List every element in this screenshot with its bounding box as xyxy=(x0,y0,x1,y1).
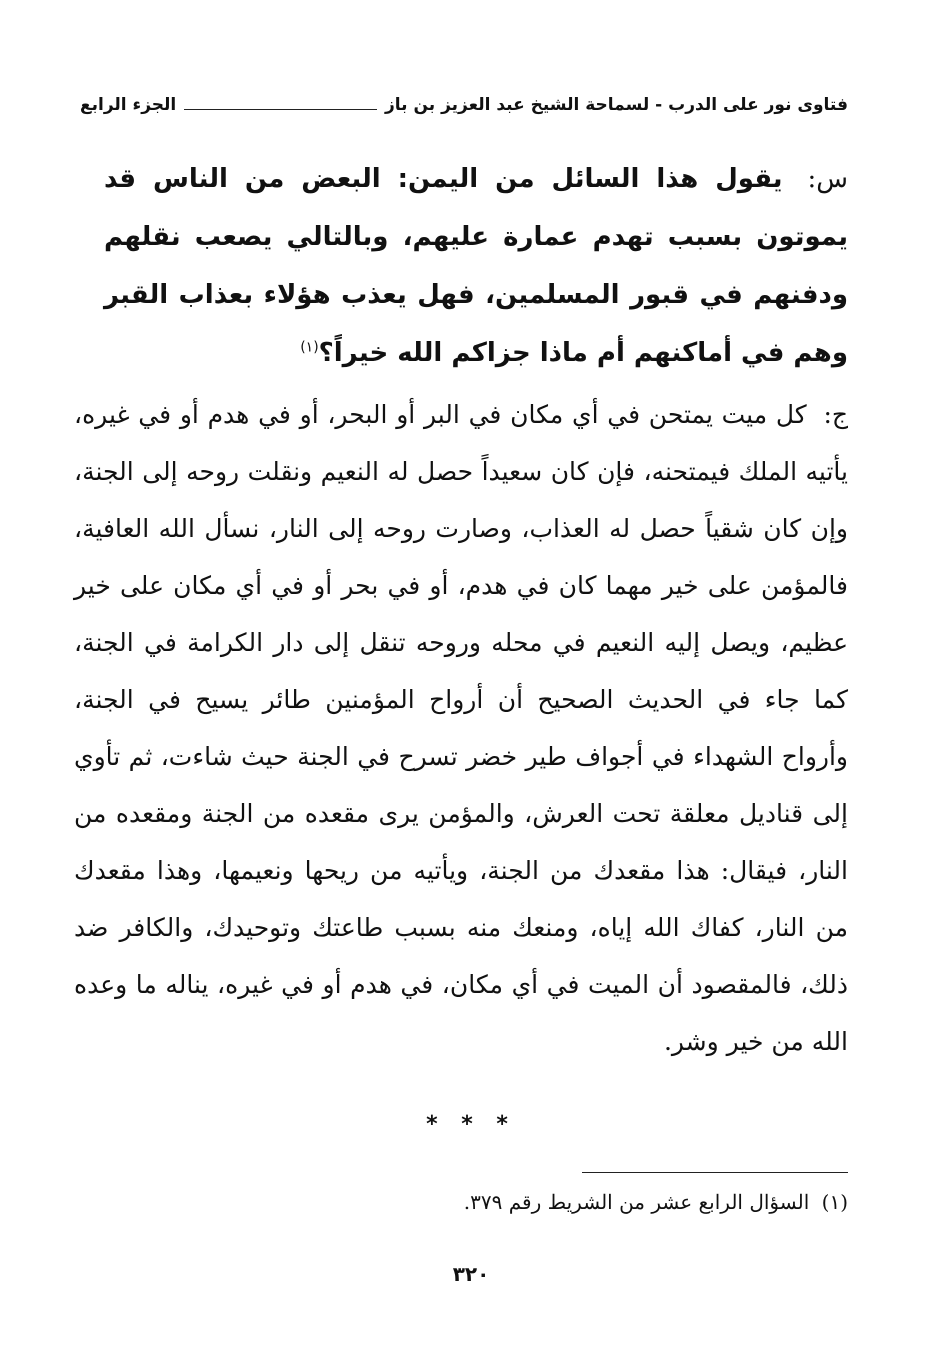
section-divider: * * * xyxy=(426,1112,516,1137)
footnote-text: السؤال الرابع عشر من الشريط رقم ٣٧٩. xyxy=(463,1190,810,1214)
header-rule xyxy=(184,109,377,110)
footnote-number: (١) xyxy=(821,1190,848,1214)
series-title: فتاوى نور على الدرب - لسماحة الشيخ عبد العزيز بن باز xyxy=(385,95,848,115)
answer-marker: ج: xyxy=(823,400,848,429)
answer-text: كل ميت يمتحن في أي مكان في البر أو البحر، أو في هدم أو في غيره، يأتيه الملك فيمتحنه، فإن كان سعيداً حصل له النعيم ونقلت روحه إلى الجنة، وإن كان شقياً حصل له العذاب، وصارت روحه إلى النار، نسأل الله العافية، فالمؤمن على خير مهما كان في هدم، أو في بحر أو في أي مكان على خير عظيم، ويصل إليه النعيم في محله وروحه تنقل إلى دار الكرامة في الجنة، كما جاء في الحديث الصحيح أن أرواح المؤمنين طائر يسيح في الجنة، وأرواح الشهداء في أجواف طير خضر تسرح في الجنة حيث شاءت، ثم تأوي إلى قناديل معلقة تحت العرش، والمؤمن يرى مقعده من الجنة ومقعده من النار، فيقال: هذا مقعدك من الجنة، ويأتيه من ريحها ونعيمها، وهذا مقعدك من النار، كفاك الله إياه، ومنعك منه بسبب طاعتك وتوحيدك، والكافر ضد ذلك، فالمقصود أن الميت في أي مكان، في هدم أو في غيره، يناله ما وعده الله من خير وشر. xyxy=(74,400,848,1056)
footnote-rule xyxy=(582,1172,848,1173)
footnote-reference[interactable]: (١) xyxy=(300,339,319,356)
footnote xyxy=(380,1186,848,1218)
page-number: ٣٢٠ xyxy=(452,1262,490,1286)
question-marker: س: xyxy=(807,164,848,194)
volume-label: الجزء الرابع xyxy=(80,95,177,115)
question-text: يقول هذا السائل من اليمن: البعض من الناس قد يموتون بسبب تهدم عمارة عليهم، وبالتالي يصعب نقلهم ودفنهم في قبور المسلمين، فهل يعذب هؤلاء بعذاب القبر وهم في أماكنهم أم ماذا جزاكم الله خيراً؟ xyxy=(104,164,848,368)
answer-block xyxy=(74,386,848,1070)
running-header xyxy=(80,88,848,122)
question-block xyxy=(104,150,848,382)
